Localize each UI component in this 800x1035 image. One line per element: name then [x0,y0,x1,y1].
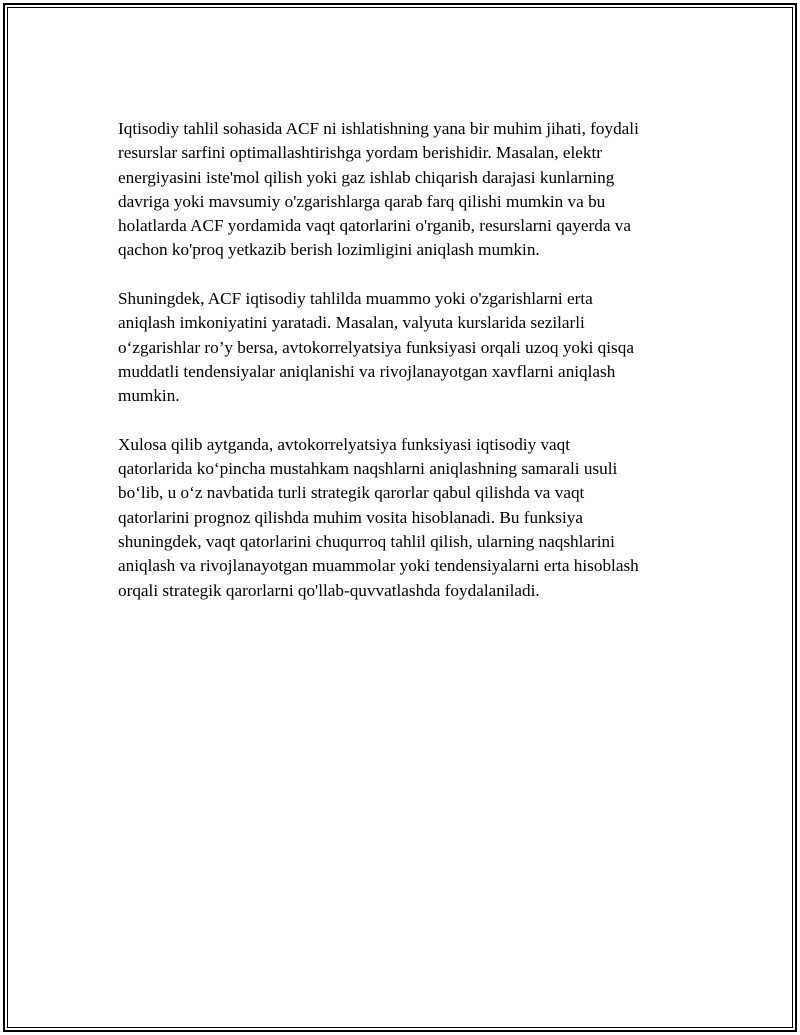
paragraph-conclusion: Xulosa qilib aytganda, avtokorrelyatsiya funksiyasi iqtisodiy vaqt qatorlarida ko‘pincha mustahkam naqshlarni aniqlashning samarali usuli bo‘lib, u o‘z navbatida turli strategik qarorlar qabul qilishda va vaqt qatorlarini prognoz qilishda muhim vosita hisoblanadi. Bu funksiya shuningdek, vaqt qatorlarini chuqurroq tahlil qilish, ularning naqshlarini aniqlash va rivojlanayotgan muammolar yoki tendensiyalarni erta hisoblash orqali strategik qarorlarni qo'llab-quvvatlashda foydalaniladi. [118,434,639,600]
paragraph-acf-early-detection: Shuningdek, ACF iqtisodiy tahlilda muammo yoki o'zgarishlarni erta aniqlash imkoniyatini yaratadi. Masalan, valyuta kurslarida sezilarli o‘zgarishlar ro’y bersa, avtokorrelyatsiya funksiyasi orqali uzoq yoki qisqa muddatli tendensiyalar aniqlanishi va rivojlanayotgan xavflarni aniqlash mumkin. [118,289,634,406]
document-body [118,117,698,627]
paragraph-acf-resources: Iqtisodiy tahlil sohasida ACF ni ishlatishning yana bir muhim jihati, foydali resurslar sarfini optimallashtirishga yordam berishidir. Masalan, elektr energiyasini iste'mol qilish yoki gaz ishlab chiqarish darajasi kunlarning davriga yoki mavsumiy o'zgarishlarga qarab farq qilishi mumkin va bu holatlarda ACF yordamida vaqt qatorlarini o'rganib, resurslarni qayerda va qachon ko'proq yetkazib berish lozimligini aniqlash mumkin. [118,119,639,260]
